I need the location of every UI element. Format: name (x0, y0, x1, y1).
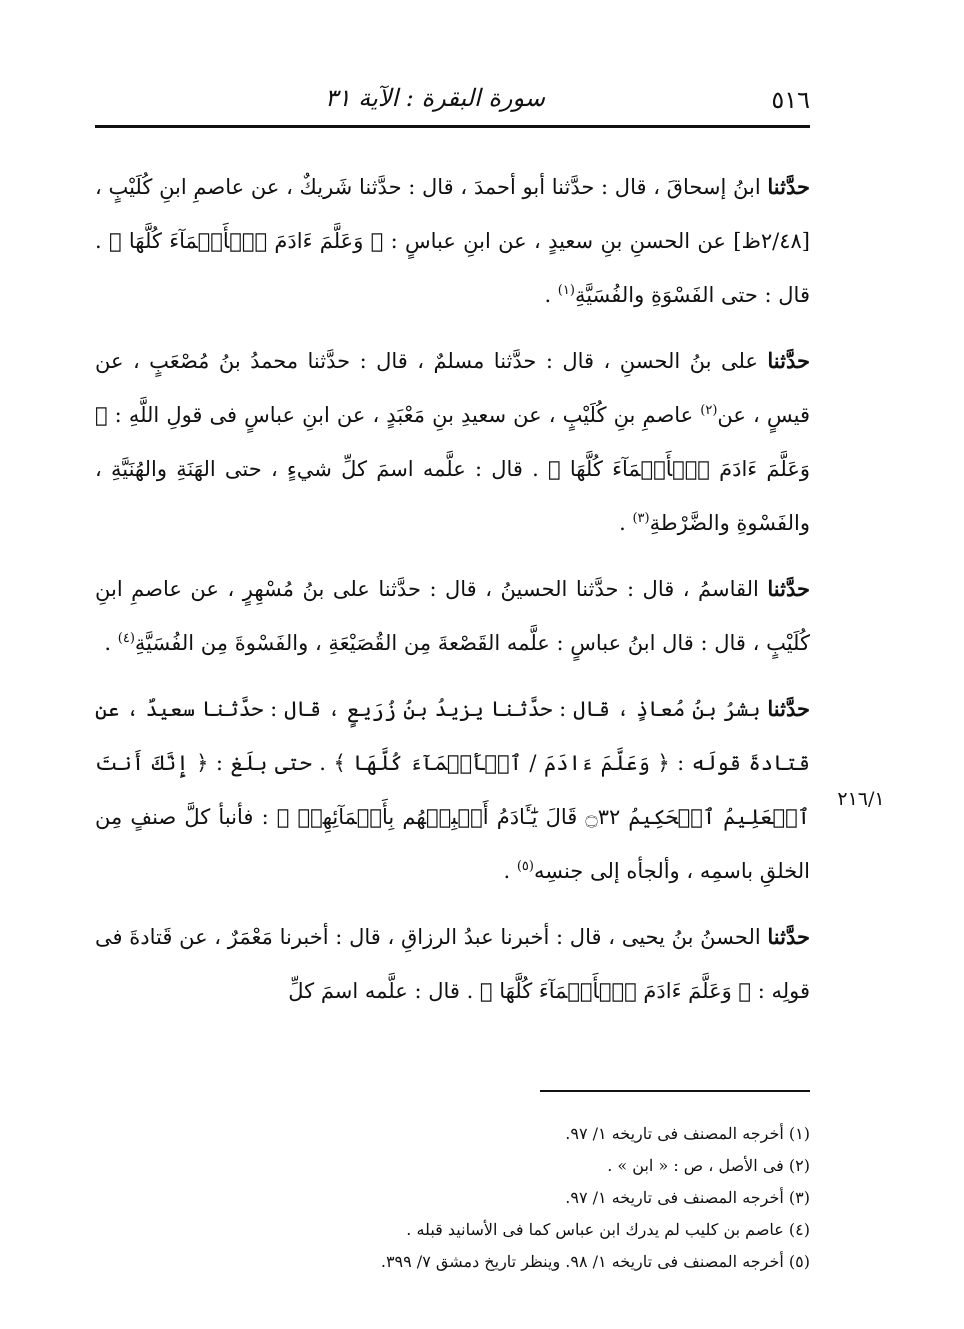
footnotes (95, 1118, 810, 1278)
isnad-lead: حدَّثنا (767, 348, 810, 373)
paragraph-5 (95, 910, 810, 1018)
footnote-marker: (١) (557, 283, 575, 298)
paragraph-text: القاسمُ ، قال : حدَّثنا الحسينُ ، قال : حدَّثنا على بنُ مُسْهِرٍ ، عن عاصمِ ابنِ كُلَيْبٍ ، قال : قال ابنُ عباسٍ : علَّمه القَصْعةَ مِن القُصَيْعَةِ ، والفَسْوةَ مِن الفُسَيَّةِ (95, 577, 810, 655)
footnote-2: (٢) فى الأصل ، ص : « ابن » . (607, 1156, 810, 1175)
footnote-marker: (٥) (516, 859, 534, 874)
footnote-5: (٥) أخرجه المصنف فى تاريخه ١/ ٩٨. وينظر تاريخ دمشق ٧/ ٣٩٩. (380, 1252, 810, 1271)
isnad-lead: حدَّثنا (767, 696, 810, 721)
paragraph-2 (95, 334, 810, 550)
paragraph-text: الحسنُ بنُ يحيى ، قال : أخبرنا عبدُ الرزاقِ ، قال : أخبرنا مَعْمَرٌ ، عن قَتادةَ فى قولِه : ﴿ وَعَلَّمَ ءَادَمَ ٱلۡأَسۡمَآءَ كُلَّهَا ﴾ . قال : علَّمه اسمَ كلِّ (95, 925, 810, 1003)
paragraph-text-continued: عاصمِ بنِ كُلَيْبٍ ، عن سعيدِ بنِ مَعْبَدٍ ، عن ابنِ عباسٍ فى قولِ اللَّهِ : ﴿ وَعَلَّمَ ءَادَمَ ٱلۡأَسۡمَآءَ كُلَّهَا ﴾ . قال : علَّمه اسمَ كلِّ شيءٍ ، حتى الهَنَةِ والهُنَيَّةِ ، والفَسْوةِ والضَّرْطةِ (95, 403, 810, 535)
footnote-marker: (٤) (117, 631, 135, 646)
footnote-3: (٣) أخرجه المصنف فى تاريخه ١/ ٩٧. (565, 1188, 810, 1207)
footnote-marker: (٣) (632, 511, 650, 526)
isnad-lead: حدَّثنا (767, 576, 810, 601)
paragraph-text: ابنُ إسحاقَ ، قال : حدَّثنا أبو أحمدَ ، قال : حدَّثنا شَريكٌ ، عن عاصمِ ابنِ كُلَيْبٍ ، [٢/٤٨ظ] عن الحسنِ بنِ سعيدٍ ، عن ابنِ عباسٍ : ﴿ وَعَلَّمَ ءَادَمَ ٱلۡأَسۡمَآءَ كُلَّهَا ﴾ . قال : حتى الفَسْوَةِ والفُسَيَّةِ (95, 175, 810, 307)
paragraph-4 (95, 682, 810, 898)
margin-reference: ٢١٦/١ (837, 788, 885, 810)
paragraph-1 (95, 160, 810, 322)
footnote-1: (١) أخرجه المصنف فى تاريخه ١/ ٩٧. (565, 1124, 810, 1143)
isnad-lead: حدَّثنا (767, 924, 810, 949)
paragraph-end: . (544, 283, 558, 307)
header-rule (95, 125, 810, 128)
main-text (95, 160, 810, 1030)
footnote-rule (540, 1090, 810, 1092)
paragraph-end: . (619, 511, 633, 535)
paragraph-end: . (104, 631, 118, 655)
running-title: سورة البقرة : الآية ٣١ (324, 84, 545, 112)
paragraph-text: بشرُ بنُ مُعاذٍ ، قال : حدَّثنا يزيدُ بنُ زُرَيعٍ ، قال : حدَّثنا سعيدٌ ، عن قتادةَ قولَه : ﴿ وَعَلَّمَ ءَادَمَ / ٱلۡأَسۡمَآءَ كُلَّهَا ﴾ . حتى بلَغ : ﴿ إِنَّكَ أَنتَ ٱلۡعَلِيمُ ٱلۡحَكِيمُ ۝٣٢ قَالَ يَٰٓـَٔادَمُ أَنۢبِئۡهُم بِأَسۡمَآئِهِمۡ ﴾ : فأنبأ كلَّ صنفٍ مِن الخلقِ باسمِه ، وألجأه إلى جنسِه (95, 697, 810, 883)
isnad-lead: حدَّثنا (767, 174, 810, 199)
paragraph-3 (95, 562, 810, 670)
page-header (95, 78, 810, 124)
paragraph-text: على بنُ الحسنِ ، قال : حدَّثنا مسلمٌ ، قال : حدَّثنا محمدُ بنُ مُصْعَبٍ ، عن قيسٍ ، عن (95, 349, 811, 427)
paragraph-end: . (503, 859, 517, 883)
page-number: ٥١٦ (771, 86, 810, 114)
footnote-4: (٤) عاصم بن كليب لم يدرك ابن عباس كما فى الأسانيد قبله . (406, 1220, 810, 1239)
footnote-marker: (٢) (700, 403, 718, 418)
